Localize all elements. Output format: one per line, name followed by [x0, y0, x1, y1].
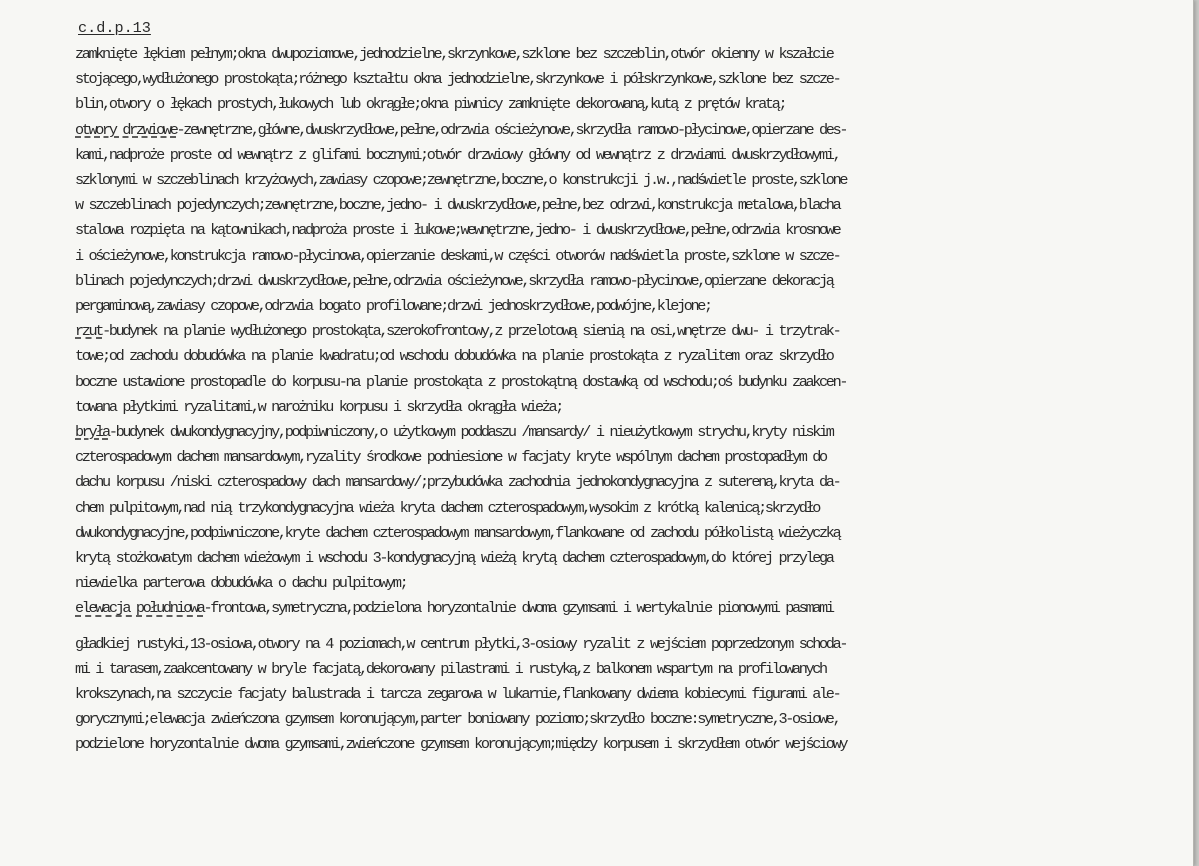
text-line [75, 707, 1185, 732]
line-text: boczne ustawione prostopadle do korpusu-na planie prostokąta z prostokątną dostawką od wschodu;oś budynku zaakcen- [75, 372, 847, 391]
text-line [75, 370, 1185, 395]
section-heading: bryła [75, 423, 109, 442]
text-line [75, 193, 1185, 218]
text-line [75, 42, 1185, 67]
text-line [75, 143, 1185, 168]
text-line [75, 420, 1185, 445]
line-text: mi i tarasem,zaakcentowany w bryle facjatą,dekorowany pilastrami i rustyką,z balkonem wspartym na profilowanych [75, 659, 826, 678]
line-text: towe;od zachodu dobudówka na planie kwadratu;od wschodu dobudówka na planie prostokąta z ryzalitem oraz skrzydło [75, 347, 833, 366]
line-text: gładkiej rustyki,13-osiowa,otwory na 4 poziomach,w centrum płytki,3-osiowy ryzalit z wejściem poprzedzonym schoda- [75, 634, 847, 653]
text-line [75, 445, 1185, 470]
line-text: podzielone horyzontalnie dwoma gzymsami,zwieńczone gzymsem koronującym;między korpusem i skrzydłem otwór wejściowy [75, 735, 847, 754]
section-heading: otwory drzwiowe [75, 120, 177, 139]
text-line [75, 168, 1185, 193]
line-text: chem pulpitowym,nad nią trzykondygnacyjna wieża kryta dachem czterospadowym,wysokim z krótką kalenicą;skrzydło [75, 498, 820, 517]
line-text: szklonymi w szczeblinach krzyżowych,zawiasy czopowe;zewnętrzne,boczne,o konstrukcji j.w.,nadświetle proste,szklone [75, 171, 847, 190]
text-line [75, 596, 1185, 621]
text-line [75, 546, 1185, 571]
text-line [75, 294, 1185, 319]
line-text: towana płytkimi ryzalitami,w narożniku korpusu i skrzydła okrągła wieża; [75, 397, 563, 416]
text-line [75, 269, 1185, 294]
text-line [75, 395, 1185, 420]
page-reference: c.d.p.13 [78, 19, 151, 37]
section-heading: rzut [75, 322, 103, 341]
line-text: w szczeblinach pojedynczych;zewnętrzne,boczne,jedno- i dwuskrzydłowe,pełne,bez odrzwi,konstrukcja metalowa,blacha [75, 196, 840, 215]
text-line [75, 496, 1185, 521]
line-text: stojącego,wydłużonego prostokąta;różnego kształtu okna jednodzielne,skrzynkowe i półskrzynkowe,szklone bez szcze- [75, 70, 840, 89]
text-line [75, 218, 1185, 243]
text-line [75, 632, 1185, 657]
text-line [75, 244, 1185, 269]
text-line [75, 470, 1185, 495]
line-text: stalowa rozpięta na kątownikach,nadproża proste i łukowe;wewnętrzne,jedno- i dwuskrzydłowe,pełne,odrzwia krosnowe [75, 221, 840, 240]
line-text: i ościeżynowe,konstrukcja ramowo-płycinowa,opierzanie deskami,w części otworów nadświetla proste,szklone w szcze- [75, 246, 840, 265]
text-line [75, 319, 1185, 344]
line-text: -budynek na planie wydłużonego prostokąta,szerokofrontowy,z przelotową sienią na osi,wnętrze dwu- i trzytrak- [102, 322, 840, 341]
text-line [75, 571, 1185, 596]
text-line [75, 118, 1185, 143]
line-text: krytą stożkowatym dachem wieżowym i wschodu 3-kondygnacyjną wieżą krytą dachem czterospadowym,do której przylega [75, 549, 833, 568]
paragraph-gap [75, 622, 1185, 632]
line-text: dachu korpusu /niski czterospadowy dach mansardowy/;przybudówka zachodnia jednokondygnacyjna z sutereną,kryta da- [75, 473, 840, 492]
line-text: -zewnętrzne,główne,dwuskrzydłowe,pełne,odrzwia ościeżynowe,skrzydła ramowo-płycinowe,opierzane des- [176, 120, 847, 139]
line-text: pergaminową,zawiasy czopowe,odrzwia bogato profilowane;drzwi jednoskrzydłowe,podwójne,klejone; [75, 297, 711, 316]
line-text: czterospadowym dachem mansardowym,ryzality środkowe podniesione w facjaty kryte wspólnym dachem prostopadłym do [75, 448, 826, 467]
text-line [75, 657, 1185, 682]
text-line [75, 92, 1185, 117]
line-text: niewielka parterowa dobudówka o dachu pulpitowym; [75, 574, 407, 593]
line-text: krokszynach,na szczycie facjaty balustrada i tarcza zegarowa w lukarnie,flankowany dwiema kobiecymi figurami ale- [75, 685, 840, 704]
line-text: zamknięte łękiem pełnym;okna dwupoziomowe,jednodzielne,skrzynkowe,szklone bez szczeblin,otwór okienny w kszałcie [75, 45, 833, 63]
text-line [75, 67, 1185, 92]
line-text: kami,nadproże proste od wewnątrz z glifami bocznymi;otwór drzwiowy główny od wewnątrz z drzwiami dwuskrzydłowymi, [75, 145, 840, 164]
line-text: -frontowa,symetryczna,podzielona horyzontalnie dwoma gzymsami i wertykalnie pionowymi pasmami [203, 599, 833, 618]
text-line [75, 344, 1185, 369]
line-text: dwukondygnacyjne,podpiwniczone,kryte dachem czterospadowym mansardowym,flankowane od zachodu półkolistą wieżyczką [75, 523, 840, 542]
line-text: -budynek dwukondygnacyjny,podpiwniczony,o użytkowym poddaszu /mansardy/ i nieużytkowym strychu,kryty niskim [108, 423, 833, 442]
text-line [75, 732, 1185, 757]
text-line [75, 521, 1185, 546]
line-text: gorycznymi;elewacja zwieńczona gzymsem koronującym,parter boniowany poziomo;skrzydło boczne:symetryczne,3-osiowe, [75, 710, 840, 729]
section-heading: elewacja południowa [75, 599, 204, 618]
document-body [75, 42, 1185, 758]
line-text: blin,otwory o łękach prostych,łukowych lub okrągłe;okna piwnicy zamknięte dekorowaną,kutą z prętów kratą; [75, 95, 786, 114]
text-line [75, 682, 1185, 707]
line-text: blinach pojedynczych;drzwi dwuskrzydłowe,pełne,odrzwia ościeżynowe,skrzydła ramowo-płycinowe,opierzane dekoracją [75, 271, 833, 290]
